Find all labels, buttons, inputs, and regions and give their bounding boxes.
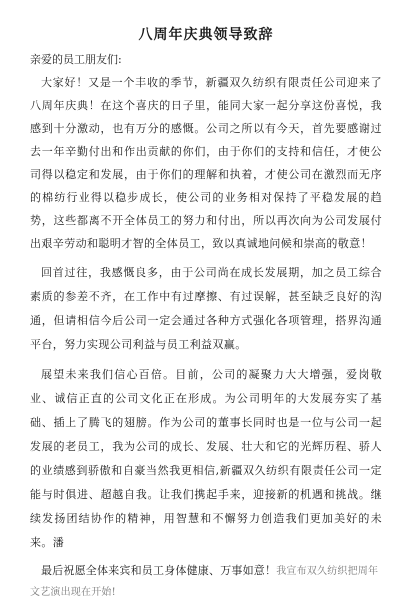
closing-paragraph <box>30 561 382 603</box>
salutation: 亲爱的员工朋友们: <box>30 53 122 66</box>
paragraph-2: 回首过往，我感慨良多，由于公司尚在成长发展期，加之员工综合素质的参差不齐，在工作中有过摩擦、有过误解，甚至缺乏良好的沟通，但请相信今后公司一定会通过各种方式强化各项管理，搭界沟通平台，努力实现公司利益与员工利益双赢。 <box>30 266 382 351</box>
closing-main-text: 最后祝愿全体来宾和员工身体健康、万事如意！ <box>41 564 277 577</box>
document-title: 八周年庆典领导致辞 <box>138 27 274 43</box>
paragraph-1: 大家好！又是一个丰收的季节，新疆双久纺织有限责任公司迎来了八周年庆典！在这个喜庆的日子里，能同大家一起分享这份喜悦，我感到十分激动，也有万分的感慨。公司之所以有今天，首先要感谢过去一年辛勤付出和作出贡献的你们，由于你们的支持和信任，才使公司得以稳定和发展，由于你们的理解和执着，才使公司在激烈而无序的棉纺行业得以稳步成长，使公司的业务相对保持了平稳发展的趋势，这些都离不开全体员工的努力和付出，所以再次向为公司发展付出艰辛劳动和聪明才智的全体员工，致以真诚地问候和崇高的敬意！ <box>30 76 382 250</box>
closing-light-text: 我宣布双久纺织把周年文艺演出现在开始! <box>30 566 379 598</box>
paragraph-3: 展望未来我们信心百倍。目前，公司的凝聚力大大增强，爱岗敬业、诚信正直的公司文化正在形成。为公司明年的大发展夯实了基础、插上了腾飞的翅膀。作为公司的董事长同时也是一位与公司一起发展的老员工，我为公司的成长、发展、壮大和它的光辉历程、骄人的业绩感到骄傲和自豪当然我更相信,新疆双久纺织有限责任公司一定能与时俱进、超越自我。让我们携起手来，迎接新的机遇和挑战。继续发扬团结协作的精神，用智慧和不懈努力创造我们更加美好的未来。潘 <box>30 368 382 549</box>
